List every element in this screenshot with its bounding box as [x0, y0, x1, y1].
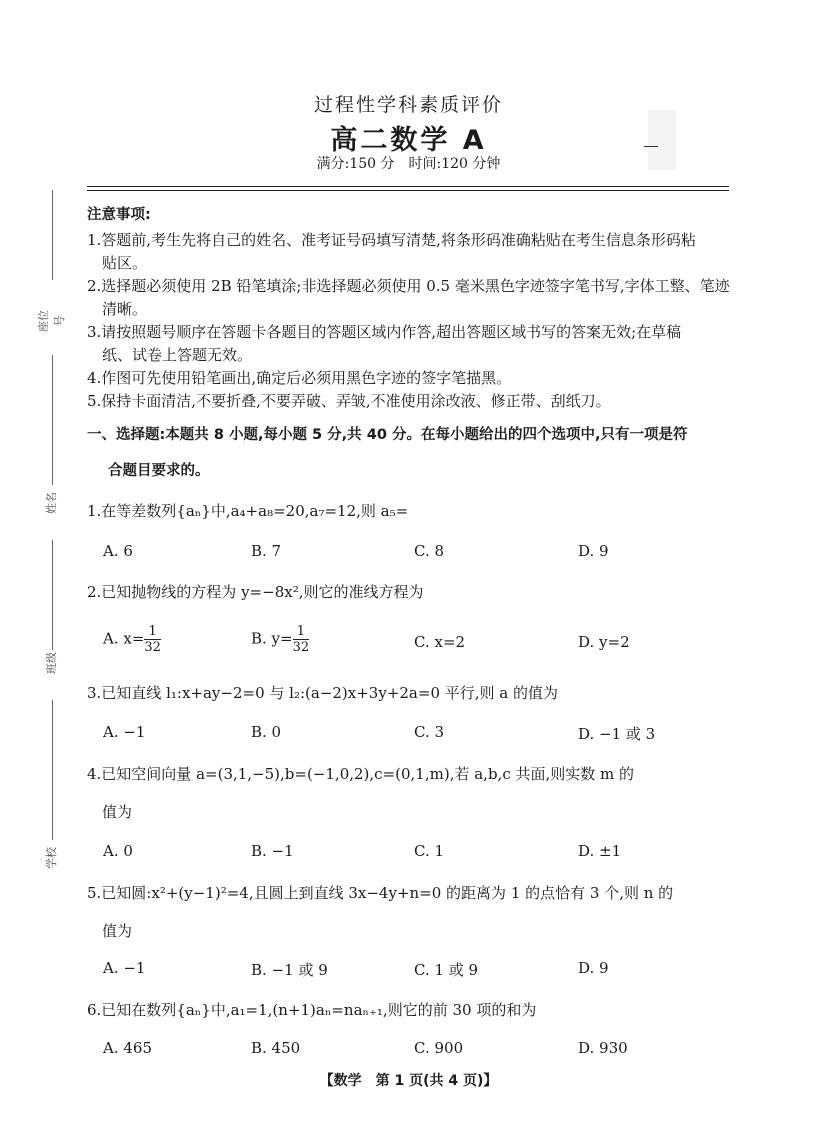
- question-6-stem: 6.已知在数列{aₙ}中,a₁=1,(n+1)aₙ=naₙ₊₁,则它的前 30 项的和为: [87, 1001, 537, 1019]
- q4-option-a: A. 0: [103, 842, 133, 860]
- q4-option-b: B. −1: [251, 842, 294, 860]
- q3-option-c: C. 3: [414, 723, 445, 741]
- side-label-school: 学校: [45, 847, 58, 869]
- header-tick: [644, 146, 658, 147]
- q3-option-a: A. −1: [103, 723, 146, 741]
- side-line: [52, 540, 53, 650]
- fraction-denominator: 32: [292, 640, 310, 655]
- notice-line: 1.答题前,考生先将自己的姓名、准考证号码填写清楚,将条形码准确粘贴在考生信息条形码粘: [87, 231, 696, 249]
- side-label-name: 姓名: [45, 492, 58, 514]
- page-footer: 【数学 第 1 页(共 4 页)】: [319, 1073, 498, 1089]
- fraction: [144, 624, 161, 655]
- fraction-numerator: 1: [144, 624, 161, 640]
- notice-line: 贴区。: [87, 254, 148, 272]
- header-rule-top: [87, 186, 729, 187]
- question-4-stem-cont: 值为: [87, 803, 133, 821]
- q2-option-b-text: B. y=: [251, 629, 293, 648]
- side-label-seat: 座位号: [37, 310, 66, 332]
- notice-block: [87, 204, 732, 413]
- side-line: [52, 700, 53, 840]
- side-line: [52, 190, 53, 280]
- side-line: [52, 355, 53, 485]
- q1-option-c: C. 8: [414, 542, 445, 560]
- exam-meta: 满分:150 分 时间:120 分钟: [316, 156, 501, 172]
- q2-option-d: D. y=2: [578, 633, 630, 651]
- q2-option-b: [251, 624, 309, 655]
- q1-option-d: D. 9: [578, 542, 609, 560]
- q6-option-c: C. 900: [414, 1039, 464, 1057]
- notice-heading: 注意事项:: [87, 207, 151, 223]
- q4-option-c: C. 1: [414, 842, 445, 860]
- q1-option-a: A. 6: [103, 542, 133, 560]
- section-heading-cont: 合题目要求的。: [108, 463, 210, 479]
- question-5-stem-cont: 值为: [87, 922, 133, 940]
- notice-line: 3.请按照题号顺序在答题卡各题目的答题区域内作答,超出答题区域书写的答案无效;在草稿: [87, 323, 682, 341]
- q4-option-d: D. ±1: [578, 842, 622, 860]
- header-rule-bottom: [87, 190, 729, 191]
- q6-option-a: A. 465: [103, 1039, 152, 1057]
- q2-option-a-text: A. x=: [103, 629, 145, 648]
- notice-line: 纸、试卷上答题无效。: [87, 346, 253, 364]
- q3-option-b: B. 0: [251, 723, 282, 741]
- fraction-denominator: 32: [144, 640, 161, 655]
- notice-line: 5.保持卡面清洁,不要折叠,不要弄破、弄皱,不准使用涂改液、修正带、刮纸刀。: [87, 392, 611, 410]
- exam-title: 高二数学 A: [330, 125, 487, 156]
- q2-option-c: C. x=2: [414, 633, 466, 651]
- notice-line: 2.选择题必须使用 2B 铅笔填涂;非选择题必须使用 0.5 毫米黑色字迹签字笔书写,字体工整、笔迹: [87, 277, 730, 295]
- question-4-stem: 4.已知空间向量 a=(3,1,−5),b=(−1,0,2),c=(0,1,m),若 a,b,c 共面,则实数 m 的: [87, 765, 635, 783]
- notice-line: 4.作图可先使用铅笔画出,确定后必须用黑色字迹的签字笔描黑。: [87, 369, 512, 387]
- question-2-stem: 2.已知抛物线的方程为 y=−8x²,则它的准线方程为: [87, 583, 424, 601]
- q2-option-a: [103, 624, 161, 655]
- fraction: [293, 624, 310, 655]
- question-1-stem: 1.在等差数列{aₙ}中,a₄+a₈=20,a₇=12,则 a₅=: [87, 502, 409, 520]
- q5-option-d: D. 9: [578, 959, 609, 977]
- q6-option-d: D. 930: [578, 1039, 628, 1057]
- question-5-stem: 5.已知圆:x²+(y−1)²=4,且圆上到直线 3x−4y+n=0 的距离为 1 的点恰有 3 个,则 n 的: [87, 884, 674, 902]
- scan-artifact: [648, 110, 676, 170]
- q5-option-b: B. −1 或 9: [251, 961, 328, 979]
- question-3-stem: 3.已知直线 l₁:x+ay−2=0 与 l₂:(a−2)x+3y+2a=0 平行,则 a 的值为: [87, 684, 558, 702]
- side-label-class: 班级: [45, 652, 58, 674]
- q1-option-b: B. 7: [251, 542, 282, 560]
- section-heading: 一、选择题:本题共 8 小题,每小题 5 分,共 40 分。在每小题给出的四个选项中,只有一项是符: [87, 427, 688, 443]
- q3-option-d: D. −1 或 3: [578, 725, 656, 743]
- q5-option-c: C. 1 或 9: [414, 961, 479, 979]
- exam-subtitle: 过程性学科素质评价: [313, 94, 503, 116]
- q6-option-b: B. 450: [251, 1039, 301, 1057]
- notice-line: 清晰。: [87, 300, 148, 318]
- fraction-numerator: 1: [293, 624, 310, 640]
- q5-option-a: A. −1: [103, 959, 146, 977]
